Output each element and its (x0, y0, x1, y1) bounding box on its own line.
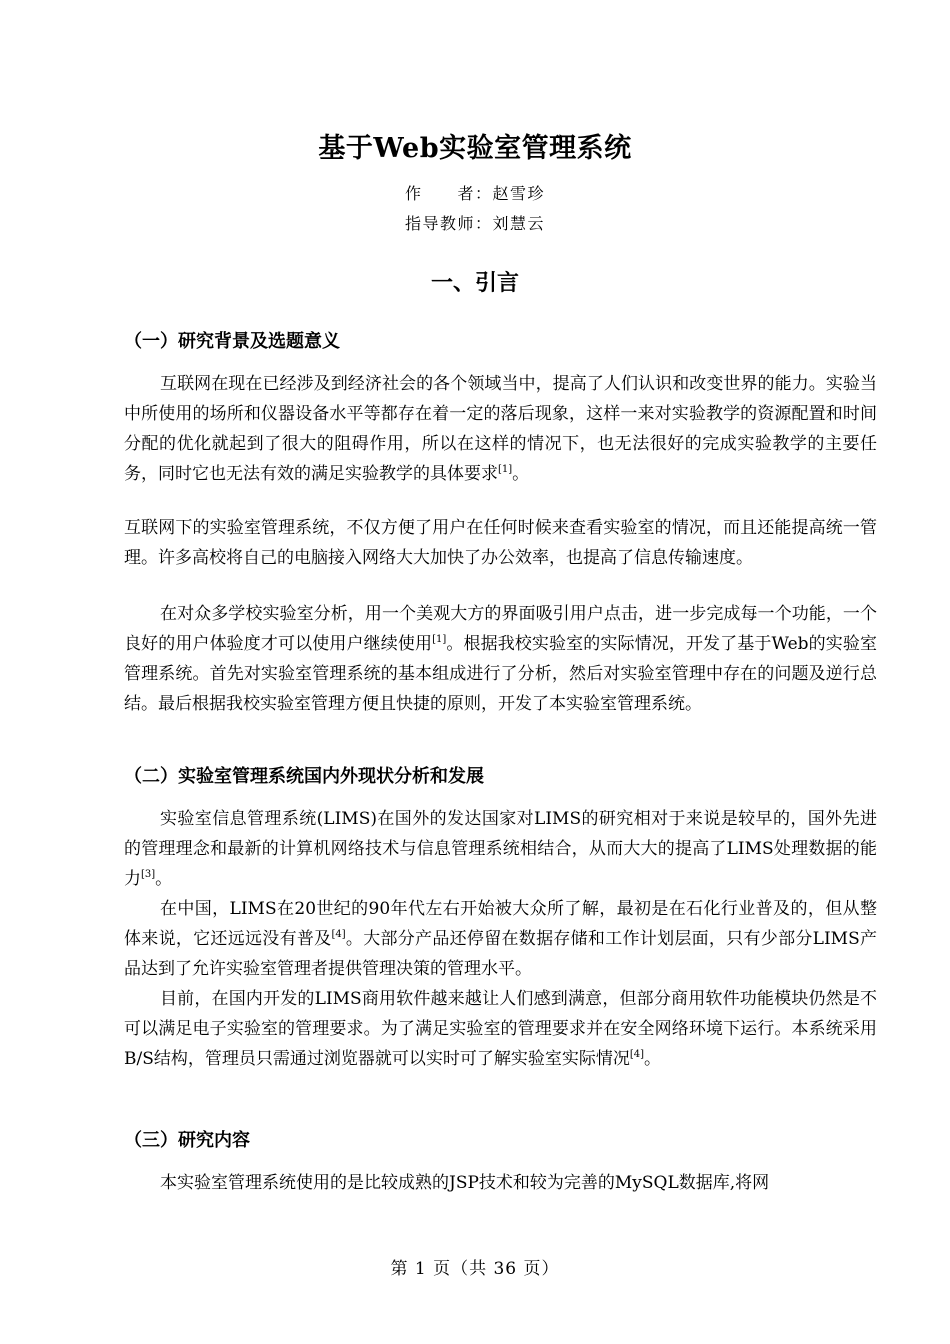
paragraph-status-2 (124, 894, 877, 984)
paragraph-text: 目前，在国内开发的LIMS商用软件越来越让人们感到满意，但部分商用软件功能模块仍然是不可以满足电子实验室的管理要求。为了满足实验室的管理要求并在安全网络环境下运行。本系统采用B/S结构，管理员只需通过浏览器就可以实时可了解实验室实际情况 (124, 989, 877, 1069)
subsection-heading-status: （二）实验室管理系统国内外现状分析和发展 (124, 766, 484, 787)
paragraph-text: 。 (512, 464, 530, 484)
subsection-heading-content: （三）研究内容 (124, 1130, 250, 1151)
paragraph-text: 实验室信息管理系统(LIMS)在国外的发达国家对LIMS的研究相对于来说是较早的，国外先进的管理理念和最新的计算机网络技术与信息管理系统相结合，从而大大的提高了LIMS处理数据的能力 (124, 809, 877, 889)
citation-ref: [4] (629, 1049, 645, 1060)
paragraph-text: 互联网在现在已经涉及到经济社会的各个领域当中，提高了人们认识和改变世界的能力。实验当中所使用的场所和仪器设备水平等都存在着一定的落后现象，这样一来对实验教学的资源配置和时间分配的优化就起到了很大的阻碍作用，所以在这样的情况下，也无法很好的完成实验教学的主要任务，同时它也无法有效的满足实验教学的具体要求 (124, 374, 877, 484)
paragraph-background-1 (124, 369, 877, 489)
paragraph-status-1 (124, 804, 877, 894)
paper-title: 基于Web实验室管理系统 (318, 133, 632, 164)
citation-ref: [1] (432, 634, 447, 645)
paragraph-content-1: 本实验室管理系统使用的是比较成熟的JSP技术和较为完善的MySQL数据库,将网 (160, 1173, 770, 1193)
paragraph-status-3 (124, 984, 877, 1074)
subsection-heading-background: （一）研究背景及选题意义 (124, 331, 340, 352)
paragraph-text: 。 (644, 1049, 662, 1069)
paragraph-text: 。大部分产品还停留在数据存储和工作计划层面，只有少部分LIMS产品达到了允许实验室管理者提供管理决策的管理水平。 (124, 929, 878, 979)
citation-ref: [4] (331, 929, 346, 940)
section-heading-introduction: 一、引言 (430, 270, 519, 296)
citation-ref: [1] (498, 464, 513, 475)
paragraph-text: 。 (155, 869, 173, 889)
paragraph-text: 在中国，LIMS在20世纪的90年代左右开始被大众所了解，最初是在石化行业普及的，但从整体来说，它还远远没有普及 (124, 899, 877, 949)
paragraph-background-3 (124, 599, 877, 719)
author-line: 作 者：赵雪珍 (404, 184, 545, 203)
citation-ref: [3] (141, 869, 156, 880)
paragraph-text: 。根据我校实验室的实际情况，开发了基于Web的实验室管理系统。首先对实验室管理系统的基本组成进行了分析，然后对实验室管理中存在的问题及逆行总结。最后根据我校实验室管理方便且快捷的原则，开发了本实验室管理系统。 (124, 634, 878, 714)
advisor-line: 指导教师：刘慧云 (404, 214, 545, 233)
paragraph-text: 在对众多学校实验室分析，用一个美观大方的界面吸引用户点击，进一步完成每一个功能，一个良好的用户体验度才可以使用户继续使用 (124, 604, 877, 654)
paragraph-background-2: 互联网下的实验室管理系统，不仅方便了用户在任何时候来查看实验室的情况，而且还能提高统一管理。许多高校将自己的电脑接入网络大大加快了办公效率，也提高了信息传输速度。 (124, 518, 877, 568)
page-footer: 第 1 页（共 36 页） (390, 1259, 560, 1279)
